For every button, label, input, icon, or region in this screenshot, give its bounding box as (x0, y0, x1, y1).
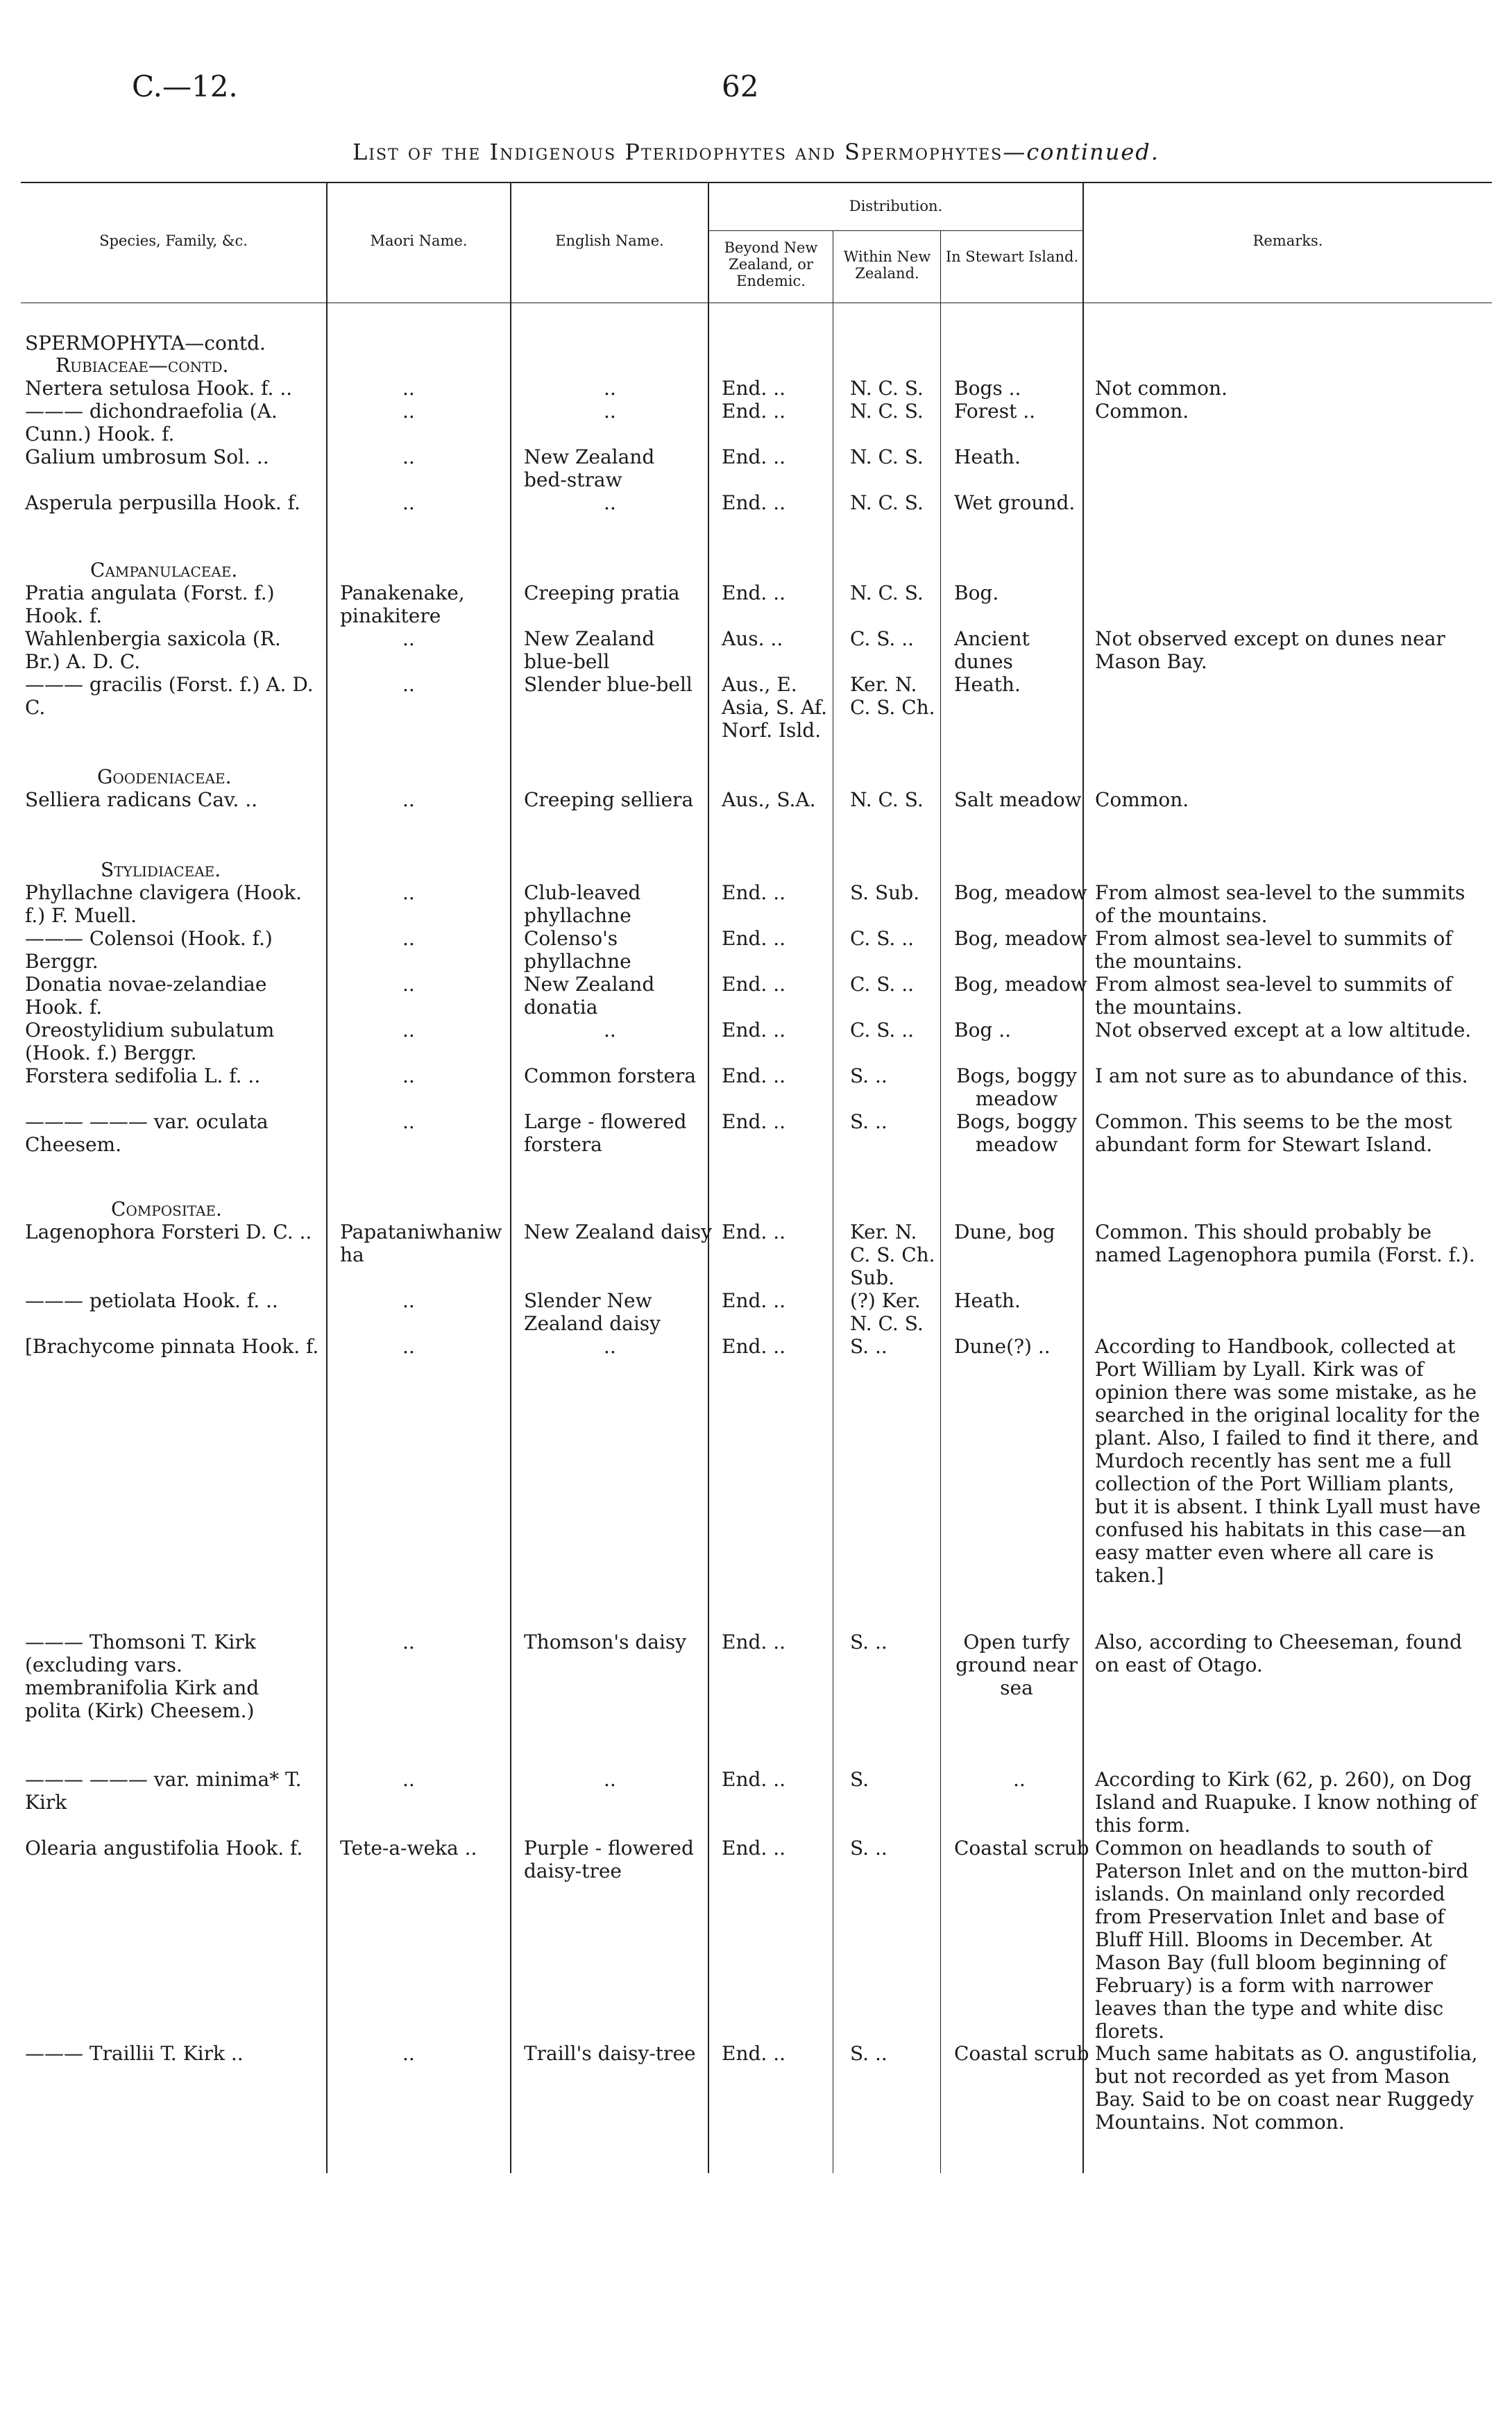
remarks-cell: Also, according to Cheeseman, found on east of Otago. (1095, 1631, 1463, 1676)
column-header-beyond: Beyond New Zealand, or Endemic. (724, 239, 818, 289)
english-cell: .. (604, 1768, 616, 1791)
stewart-cell: Bog, meadow (954, 973, 1087, 996)
section-campanulaceae: Campanulaceae. (90, 559, 238, 581)
section-spermophyta: SPERMOPHYTA—contd. (25, 332, 266, 355)
beyond-cell: End. .. (722, 581, 785, 604)
species-cell: Oreostylidium subulatum (Hook. f.) Berggr. (25, 1019, 275, 1064)
maori-cell: .. (402, 1110, 415, 1133)
within-cell: S. .. (850, 1837, 887, 1860)
remarks-cell: Common. (1095, 400, 1189, 423)
species-cell: ——— Traillii T. Kirk .. (25, 2042, 244, 2065)
beyond-cell: Aus., E. Asia, S. Af. Norf. Isld. (722, 673, 828, 742)
beyond-cell: End. .. (722, 1631, 785, 1653)
page-number: 62 (722, 69, 759, 103)
stewart-cell: Heath. (954, 673, 1021, 696)
column-divider-5 (940, 230, 941, 2173)
beyond-cell: End. .. (722, 1019, 785, 1041)
stewart-cell: Dune(?) .. (954, 1335, 1051, 1358)
stewart-cell: Bog .. (954, 1019, 1012, 1041)
stewart-cell: Coastal scrub (954, 1837, 1089, 1860)
within-cell: S. .. (850, 1064, 887, 1087)
english-cell: Slender blue-bell (524, 673, 693, 696)
maori-cell: .. (402, 927, 415, 950)
stewart-cell: Bog. (954, 581, 999, 604)
column-divider-2 (510, 182, 511, 2173)
remarks-cell: From almost sea-level to the summits of the mountains. (1095, 881, 1466, 927)
species-cell: Phyllachne clavigera (Hook. f.) F. Muell. (25, 881, 303, 927)
beyond-cell: Aus. .. (722, 627, 783, 650)
beyond-cell: End. .. (722, 1289, 785, 1312)
beyond-cell: End. .. (722, 1110, 785, 1133)
within-cell: S. .. (850, 1335, 887, 1358)
remarks-cell: Not observed except on dunes near Mason Bay. (1095, 627, 1445, 673)
title-main: List of the Indigenous Pteridophytes and Spermophytes— (352, 139, 1027, 165)
english-cell: .. (604, 1019, 616, 1041)
remarks-cell: Not common. (1095, 377, 1228, 400)
english-cell: Slender New Zealand daisy (524, 1289, 661, 1335)
beyond-cell: Aus., S.A. (722, 788, 816, 811)
distribution-rule (708, 230, 1082, 231)
column-header-maori: Maori Name. (370, 232, 468, 249)
english-cell: .. (604, 400, 616, 423)
beyond-cell: End. .. (722, 377, 785, 400)
english-cell: New Zealand bed-straw (524, 445, 655, 491)
within-cell: S. .. (850, 1631, 887, 1653)
remarks-cell: I am not sure as to abundance of this. (1095, 1064, 1468, 1087)
within-cell: (?) Ker. N. C. S. (850, 1289, 924, 1335)
column-header-remarks: Remarks. (1252, 232, 1323, 249)
maori-cell: .. (402, 881, 415, 904)
beyond-cell: End. .. (722, 445, 785, 468)
within-cell: N. C. S. (850, 400, 924, 423)
maori-cell: .. (402, 1335, 415, 1358)
species-cell: ——— gracilis (Forst. f.) A. D. C. (25, 673, 314, 719)
column-header-distribution: Distribution. (849, 198, 943, 214)
species-cell: ——— Thomsoni T. Kirk (excluding vars. membranifolia Kirk and polita (Kirk) Cheesem.) (25, 1631, 260, 1722)
within-cell: N. C. S. (850, 377, 924, 400)
stewart-cell: Coastal scrub (954, 2042, 1089, 2065)
beyond-cell: End. .. (722, 1335, 785, 1358)
within-cell: Ker. N. C. S. Ch. Sub. (850, 1220, 935, 1289)
stewart-cell: Open turfy ground near sea (955, 1631, 1078, 1699)
remarks-cell: According to Handbook, collected at Port William by Lyall. Kirk was of opinion there was some mistake, as he searched in the original locality for the plant. Also, I failed to find it there, and Murdoch recently has sent me a full collection of the Port William plants, but it is absent. I think Lyall must have confused his habitats in this case—an easy matter even where all care is taken.] (1095, 1335, 1481, 1587)
species-cell: ——— petiolata Hook. f. .. (25, 1289, 278, 1312)
remarks-cell: Much same habitats as O. angustifolia, but not recorded as yet from Mason Bay. Said to be on coast near Ruggedy Mountains. Not common. (1095, 2042, 1478, 2134)
beyond-cell: End. .. (722, 881, 785, 904)
beyond-cell: End. .. (722, 927, 785, 950)
species-cell: Selliera radicans Cav. .. (25, 788, 258, 811)
within-cell: C. S. .. (850, 1019, 915, 1041)
beyond-cell: End. .. (722, 1837, 785, 1860)
document-reference: C.—12. (132, 69, 238, 103)
species-cell: Pratia angulata (Forst. f.) Hook. f. (25, 581, 275, 627)
species-cell: Galium umbrosum Sol. .. (25, 445, 269, 468)
stewart-cell: Ancient dunes (954, 627, 1030, 673)
within-cell: S. Sub. (850, 881, 920, 904)
column-header-stewart: In Stewart Island. (945, 248, 1079, 265)
within-cell: N. C. S. (850, 445, 924, 468)
maori-cell: Panakenake, pinakitere (340, 581, 465, 627)
stewart-cell: Bog, meadow (954, 881, 1087, 904)
beyond-cell: End. .. (722, 1064, 785, 1087)
english-cell: New Zealand donatia (524, 973, 655, 1019)
within-cell: N. C. S. (850, 581, 924, 604)
species-cell: Asperula perpusilla Hook. f. (25, 491, 300, 514)
column-divider-1 (326, 182, 328, 2173)
english-cell: New Zealand daisy (524, 1220, 712, 1243)
species-cell: ——— dichondraefolia (A. Cunn.) Hook. f. (25, 400, 278, 445)
stewart-cell: Heath. (954, 445, 1021, 468)
column-divider-6 (1082, 182, 1084, 2173)
maori-cell: .. (402, 627, 415, 650)
stewart-cell: Bogs, boggy meadow (956, 1110, 1077, 1156)
stewart-cell: Bogs .. (954, 377, 1021, 400)
remarks-cell: From almost sea-level to summits of the mountains. (1095, 973, 1452, 1019)
table-top-rule (21, 182, 1492, 183)
remarks-cell: Common. (1095, 788, 1189, 811)
english-cell: Purple - flowered daisy-tree (524, 1837, 694, 1882)
english-cell: Creeping pratia (524, 581, 680, 604)
maori-cell: .. (402, 973, 415, 996)
maori-cell: .. (402, 2042, 415, 2065)
maori-cell: .. (402, 491, 415, 514)
english-cell: Club-leaved phyllachne (524, 881, 641, 927)
beyond-cell: End. .. (722, 973, 785, 996)
within-cell: Ker. N. C. S. Ch. (850, 673, 935, 719)
maori-cell: .. (402, 788, 415, 811)
english-cell: .. (604, 377, 616, 400)
remarks-cell: According to Kirk (62, p. 260), on Dog Island and Ruapuke. I know nothing of this form. (1095, 1768, 1477, 1837)
species-cell: Donatia novae-zelandiae Hook. f. (25, 973, 267, 1019)
species-cell: [Brachycome pinnata Hook. f. (25, 1335, 319, 1358)
species-cell: ——— Colensoi (Hook. f.) Berggr. (25, 927, 273, 973)
stewart-cell: Dune, bog (954, 1220, 1055, 1243)
beyond-cell: End. .. (722, 400, 785, 423)
title-suffix: continued. (1026, 139, 1160, 165)
column-header-within: Within New Zealand. (843, 248, 931, 282)
remarks-cell: Common. This seems to be the most abundant form for Stewart Island. (1095, 1110, 1452, 1156)
maori-cell: Tete-a-weka .. (340, 1837, 477, 1860)
english-cell: Thomson's daisy (524, 1631, 687, 1653)
beyond-cell: End. .. (722, 491, 785, 514)
english-cell: Colenso's phyllachne (524, 927, 631, 973)
column-header-english: English Name. (555, 232, 664, 249)
beyond-cell: End. .. (722, 1768, 785, 1791)
maori-cell: Papataniwhaniwha (340, 1220, 502, 1266)
stewart-cell: Forest .. (954, 400, 1036, 423)
species-cell: Forstera sedifolia L. f. .. (25, 1064, 261, 1087)
remarks-cell: From almost sea-level to summits of the mountains. (1095, 927, 1452, 973)
stewart-cell: .. (1013, 1768, 1026, 1791)
within-cell: N. C. S. (850, 491, 924, 514)
maori-cell: .. (402, 400, 415, 423)
stewart-cell: Bogs, boggy meadow (956, 1064, 1077, 1110)
within-cell: S. .. (850, 1110, 887, 1133)
english-cell: Large - flowered forstera (524, 1110, 687, 1156)
section-rubiaceae: Rubiaceae—contd. (56, 354, 229, 377)
species-cell: Olearia angustifolia Hook. f. (25, 1837, 303, 1860)
column-divider-3 (708, 182, 709, 2173)
remarks-cell: Common. This should probably be named Lagenophora pumila (Forst. f.). (1095, 1220, 1475, 1266)
stewart-cell: Bog, meadow (954, 927, 1087, 950)
within-cell: S. .. (850, 2042, 887, 2065)
species-cell: Wahlenbergia saxicola (R. Br.) A. D. C. (25, 627, 281, 673)
stewart-cell: Heath. (954, 1289, 1021, 1312)
maori-cell: .. (402, 445, 415, 468)
english-cell: .. (604, 491, 616, 514)
maori-cell: .. (402, 673, 415, 696)
species-cell: Lagenophora Forsteri D. C. .. (25, 1220, 312, 1243)
within-cell: C. S. .. (850, 973, 915, 996)
species-cell: ——— ——— var. minima* T. Kirk (25, 1768, 302, 1814)
english-cell: New Zealand blue-bell (524, 627, 655, 673)
within-cell: C. S. .. (850, 627, 915, 650)
species-cell: Nertera setulosa Hook. f. .. (25, 377, 293, 400)
maori-cell: .. (402, 1768, 415, 1791)
maori-cell: .. (402, 377, 415, 400)
beyond-cell: End. .. (722, 2042, 785, 2065)
species-cell: ——— ——— var. oculata Cheesem. (25, 1110, 269, 1156)
section-stylidiaceae: Stylidiaceae. (101, 858, 221, 881)
section-compositae: Compositae. (111, 1198, 222, 1220)
maori-cell: .. (402, 1289, 415, 1312)
within-cell: C. S. .. (850, 927, 915, 950)
within-cell: S. (850, 1768, 869, 1791)
remarks-cell: Common on headlands to south of Paterson Inlet and on the mutton-bird islands. On mainland only recorded from Preservation Inlet and base of Bluff Hill. Blooms in December. At Mason Bay (full bloom beginning of February) is a form with narrower leaves than the type and white disc florets. (1095, 1837, 1469, 2043)
stewart-cell: Salt meadow (954, 788, 1082, 811)
english-cell: Creeping selliera (524, 788, 694, 811)
stewart-cell: Wet ground. (954, 491, 1076, 514)
page-title (0, 139, 1512, 165)
section-goodeniaceae: Goodeniaceae. (97, 765, 232, 788)
beyond-cell: End. .. (722, 1220, 785, 1243)
english-cell: Common forstera (524, 1064, 697, 1087)
within-cell: N. C. S. (850, 788, 924, 811)
english-cell: Traill's daisy-tree (524, 2042, 696, 2065)
maori-cell: .. (402, 1631, 415, 1653)
maori-cell: .. (402, 1019, 415, 1041)
english-cell: .. (604, 1335, 616, 1358)
column-header-species: Species, Family, &c. (99, 232, 248, 249)
maori-cell: .. (402, 1064, 415, 1087)
remarks-cell: Not observed except at a low altitude. (1095, 1019, 1472, 1041)
